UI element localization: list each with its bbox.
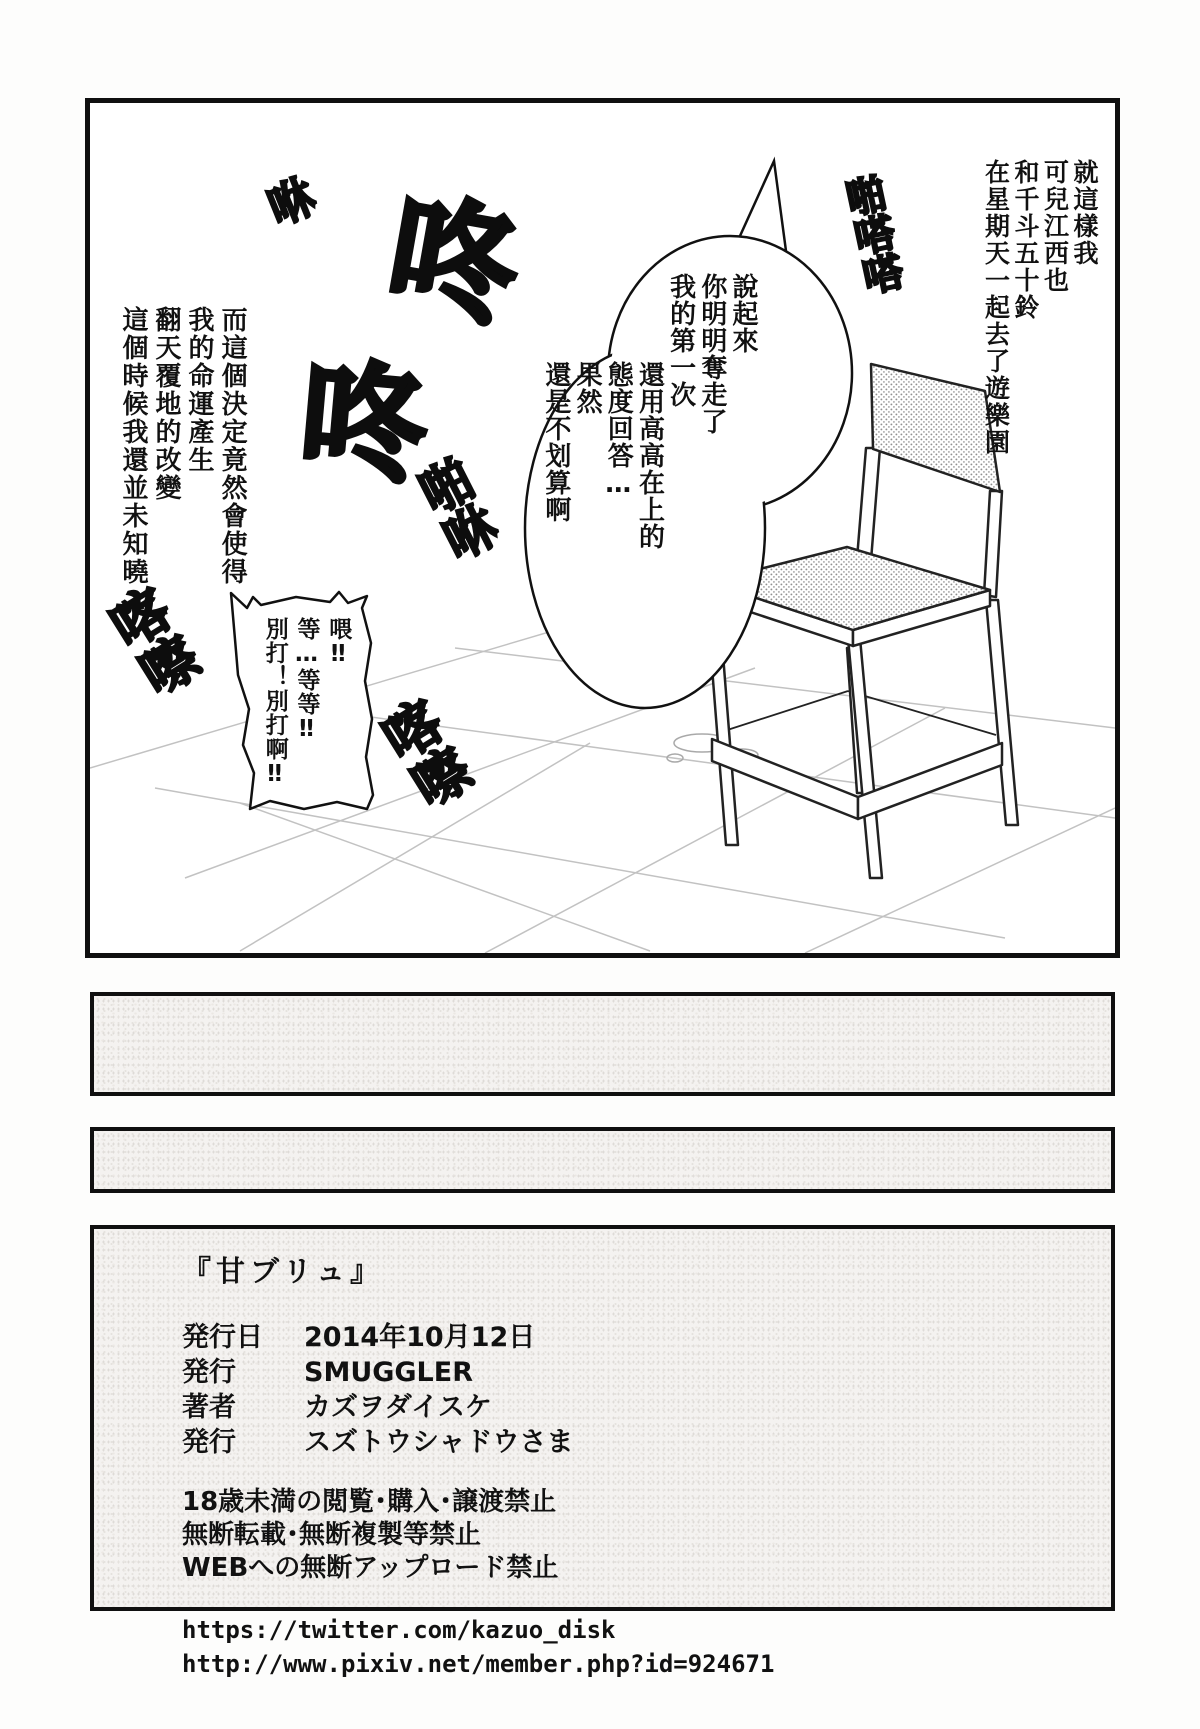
blank-strip-panel-1 xyxy=(90,992,1115,1096)
pixiv-url: http://www.pixiv.net/member.php?id=924671 xyxy=(182,1650,775,1678)
credit-label: 著者 xyxy=(182,1392,236,1423)
narration-line: 而這個決定竟然會使得 xyxy=(217,306,248,586)
sfx-crack-1: 喀嚓 xyxy=(93,578,208,708)
credit-value: 2014年10月12日 xyxy=(304,1322,536,1353)
book-title: 『甘ブリュ』 xyxy=(182,1254,384,1288)
narration-line: 這個時候我還並未知曉… xyxy=(118,306,149,618)
prohibition-notices xyxy=(182,1486,1081,1585)
author-links xyxy=(182,1613,1081,1681)
narration-line: 可兒江西也 xyxy=(1040,159,1070,294)
bubble-line: 你明明奪走了 xyxy=(696,273,727,435)
notice-line: 無断転載･無断複製等禁止 xyxy=(182,1520,482,1550)
bubble-line: 說起來 xyxy=(728,273,758,354)
narration-line: 在星期天一起去了遊樂園 xyxy=(981,159,1011,456)
credit-value: カズヲダイスケ xyxy=(304,1392,492,1423)
narration-line: 和千斗五十鈴 xyxy=(1011,159,1040,321)
credit-value: スズトウシャドウさま xyxy=(304,1427,574,1458)
colophon-content xyxy=(182,1249,1081,1681)
credit-row xyxy=(182,1425,1081,1460)
sfx-thud-1: 咚 xyxy=(358,179,528,332)
shout-line: 喂‼ xyxy=(325,617,352,668)
bubble-line: 還用高高在上的 xyxy=(634,361,665,550)
bubble-line: 果然 xyxy=(572,361,603,415)
twitter-url: https://twitter.com/kazuo_disk xyxy=(182,1616,616,1644)
blank-strip-panel-2 xyxy=(90,1127,1115,1193)
sfx-crack-2: 喀嚓 xyxy=(365,690,480,820)
sfx-thud-2: 咚 xyxy=(275,348,433,488)
colophon-panel xyxy=(90,1225,1115,1678)
bubble-line: 我的第一次 xyxy=(665,273,696,408)
bubble-line: 態度回答… xyxy=(603,361,634,500)
sfx-slap: 啪咻 xyxy=(402,450,504,571)
shout-bubble-text xyxy=(258,617,353,807)
credit-label: 発行 xyxy=(182,1427,236,1458)
credit-label: 発行日 xyxy=(182,1322,263,1353)
credit-label: 発行 xyxy=(182,1357,236,1388)
narration-line: 翻天覆地的改變 xyxy=(151,306,182,502)
sfx-patter: 啪嗒嗒 xyxy=(836,171,906,299)
main-story-panel xyxy=(85,98,1120,958)
shout-line: 等…等等‼ xyxy=(293,617,320,743)
narration-line: 就這樣我 xyxy=(1070,159,1099,267)
sfx-whoosh: 咻 xyxy=(254,170,323,234)
notice-line: WEBへの無断アップロード禁止 xyxy=(182,1553,559,1583)
credit-value: SMUGGLER xyxy=(304,1357,474,1388)
bubble-line: 還是不划算啊 xyxy=(540,361,571,523)
narration-line: 我的命運產生 xyxy=(184,306,215,474)
credit-row xyxy=(182,1355,1081,1390)
narration-right xyxy=(981,159,1099,479)
notice-line: 18歳未満の閲覧･購入･譲渡禁止 xyxy=(182,1487,557,1517)
speech-bubble-text xyxy=(528,273,758,683)
shout-line: 別打！別打啊‼ xyxy=(261,617,288,788)
credit-row xyxy=(182,1320,1081,1355)
credit-row xyxy=(182,1390,1081,1425)
